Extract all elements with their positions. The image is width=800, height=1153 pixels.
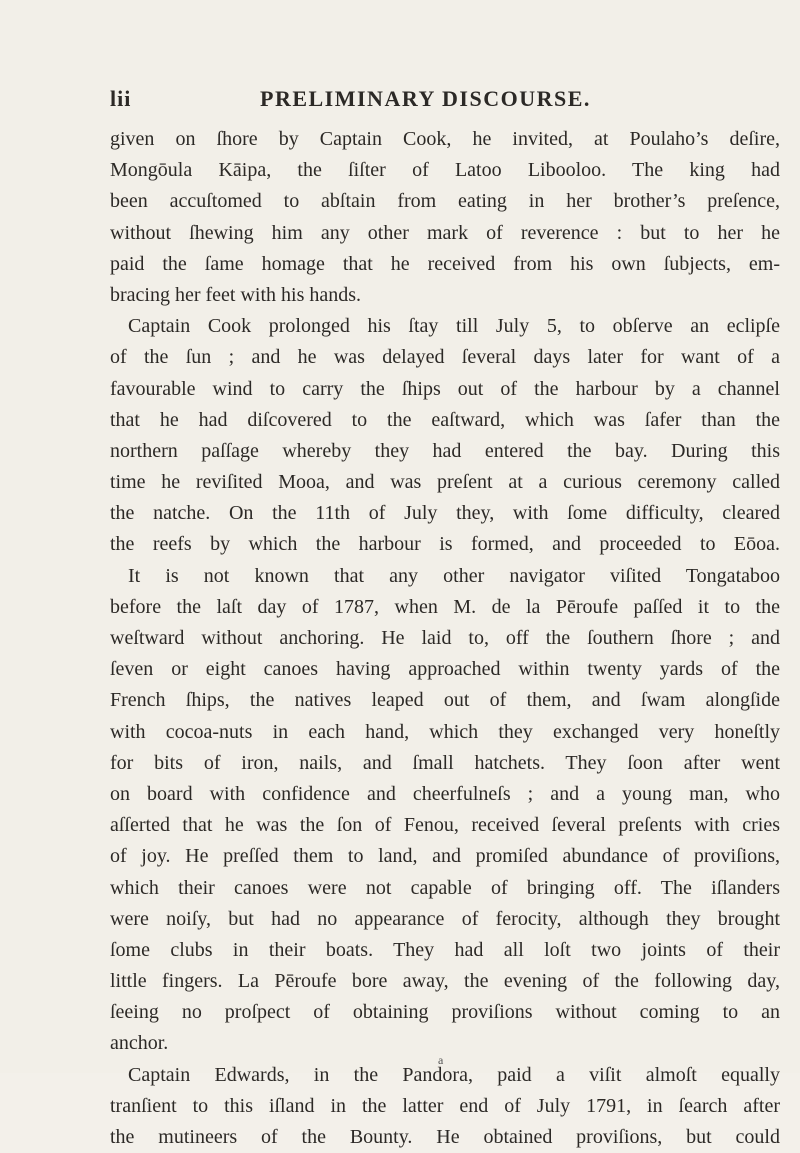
text-line: the natche. On the 11th of July they, with ſome difficulty, cleared: [110, 502, 780, 525]
text-line: bracing her feet with his hands.: [110, 283, 362, 306]
text-line: that he had diſcovered to the eaſtward, which was ſafer than the: [110, 408, 780, 431]
body-text: [110, 124, 780, 1153]
text-line: of the ſun ; and he was delayed ſeveral days later for want of a: [110, 346, 780, 369]
text-line: the mutineers of the Bounty. He obtained proviſions, but could: [110, 1126, 780, 1148]
page-number: lii: [110, 86, 132, 111]
text-line: before the laſt day of 1787, when M. de la Pēroufe paſſed it to the: [110, 595, 780, 618]
text-line: Captain Cook prolonged his ſtay till July 5, to obſerve an eclipſe: [128, 315, 780, 338]
text-line: It is not known that any other navigator viſited Tongataboo: [128, 564, 780, 587]
text-line: time he reviſited Mooa, and was preſent at a curious ceremony called: [110, 471, 780, 494]
text-line: been accuſtomed to abſtain from eating in her brother’s preſence,: [110, 190, 780, 213]
text-line: aſſerted that he was the ſon of Fenou, received ſeveral preſents with cries: [110, 814, 780, 837]
text-line: tranſient to this iſland in the latter end of July 1791, in ſearch after: [110, 1094, 780, 1117]
text-line: little fingers. La Pēroufe bore away, the evening of the following day,: [110, 970, 780, 993]
text-line: Mongōula Kāipa, the ſiſter of Latoo Libooloo. The king had: [110, 159, 780, 182]
text-line: without ſhewing him any other mark of reverence : but to her he: [110, 221, 780, 244]
text-line: for bits of iron, nails, and ſmall hatchets. They ſoon after went: [110, 751, 780, 774]
text-line: favourable wind to carry the ſhips out of the harbour by a channel: [110, 377, 780, 400]
text-line: which their canoes were not capable of bringing off. The iſlanders: [110, 876, 780, 899]
text-line: of joy. He preſſed them to land, and promiſed abundance of proviſions,: [110, 845, 780, 868]
text-line: paid the ſame homage that he received from his own ſubjects, em-: [110, 252, 780, 275]
text-line: northern paſſage whereby they had entered the bay. During this: [110, 439, 780, 462]
text-line: were noiſy, but had no appearance of ferocity, although they brought: [110, 907, 780, 930]
text-line: ſome clubs in their boats. They had all loſt two joints of their: [110, 938, 780, 961]
text-line: French ſhips, the natives leaped out of them, and ſwam alongſide: [110, 689, 780, 712]
text-line: anchor.: [110, 1032, 169, 1055]
running-head: PRELIMINARY DISCOURSE.: [260, 86, 591, 111]
text-line: weſtward without anchoring. He laid to, off the ſouthern ſhore ; and: [110, 627, 780, 649]
text-line: given on ſhore by Captain Cook, he invited, at Poulaho’s deſire,: [110, 128, 780, 150]
text-line: Captain Edwards, in the Pandora, paid a viſit almoſt equally: [128, 1063, 780, 1086]
text-line: on board with confidence and cheerfulneſs ; and a young man, who: [110, 782, 780, 805]
text-line: with cocoa-nuts in each hand, which they exchanged very honeſtly: [110, 720, 780, 743]
text-line: the reefs by which the harbour is formed, and proceeded to Eōoa.: [110, 533, 780, 556]
text-line: ſeven or eight canoes having approached within twenty yards of the: [110, 658, 780, 681]
text-line: ſeeing no proſpect of obtaining proviſions without coming to an: [110, 1001, 780, 1024]
page-header: [110, 86, 770, 116]
signature-mark: a: [438, 1053, 444, 1067]
